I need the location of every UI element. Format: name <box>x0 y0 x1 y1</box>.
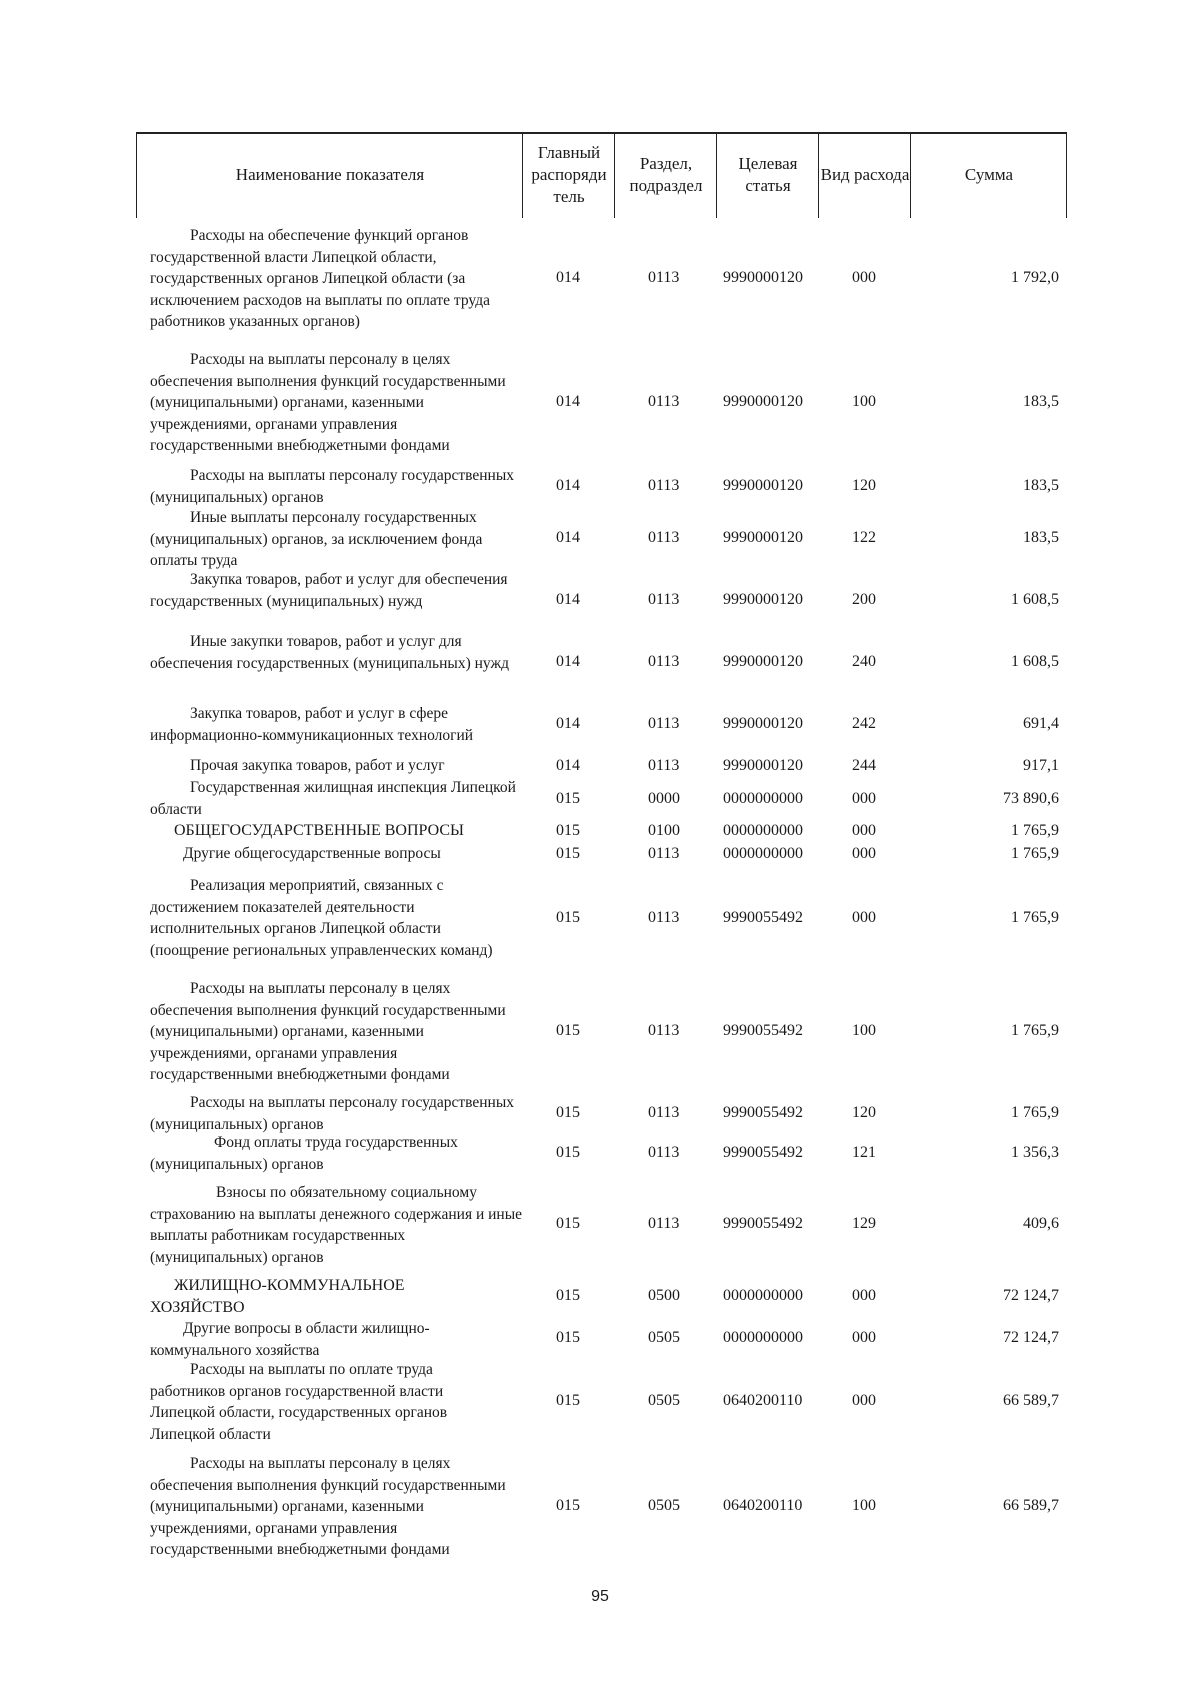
row-target-article: 0640200110 <box>723 1392 803 1409</box>
row-expense-type: 100 <box>852 393 876 410</box>
row-target-article: 9990000120 <box>723 591 803 608</box>
row-target-article: 0000000000 <box>723 1329 803 1346</box>
row-sum: 1 765,9 <box>1011 1022 1059 1039</box>
row-sum: 1 765,9 <box>1011 845 1059 862</box>
row-section: 0113 <box>648 591 680 608</box>
row-expense-type: 000 <box>852 1329 876 1346</box>
row-target-article: 9990000120 <box>723 715 803 732</box>
row-main-manager: 015 <box>556 1215 580 1232</box>
row-section: 0113 <box>648 477 680 494</box>
row-main-manager: 014 <box>556 715 580 732</box>
row-name: Расходы на выплаты персоналу государственных (муниципальных) органов <box>150 1094 514 1133</box>
row-section: 0113 <box>648 393 680 410</box>
row-section: 0100 <box>648 822 680 839</box>
row-expense-type: 000 <box>852 269 876 286</box>
row-sum: 72 124,7 <box>1003 1329 1059 1346</box>
row-expense-type: 000 <box>852 1287 876 1304</box>
header-divider <box>614 132 615 218</box>
header-name: Наименование показателя <box>235 165 425 184</box>
row-name: ЖИЛИЩНО-КОММУНАЛЬНОЕ ХОЗЯЙСТВО <box>150 1277 405 1316</box>
row-section: 0113 <box>648 1022 680 1039</box>
row-main-manager: 015 <box>556 822 580 839</box>
row-main-manager: 015 <box>556 1287 580 1304</box>
header-sum: Сумма <box>964 165 1014 184</box>
row-main-manager: 015 <box>556 1144 580 1161</box>
header-divider <box>818 132 819 218</box>
row-main-manager: 014 <box>556 529 580 546</box>
header-divider <box>136 132 137 218</box>
row-section: 0113 <box>648 529 680 546</box>
row-name: Расходы на выплаты персоналу в целях обеспечения выполнения функций государственными (муниципальными) органами, казенными учреждениями, органами управления государственными внебюджетными фондами <box>150 351 506 454</box>
row-name: Прочая закупка товаров, работ и услуг <box>190 757 445 774</box>
row-section: 0113 <box>648 1215 680 1232</box>
row-sum: 183,5 <box>1023 393 1059 410</box>
row-target-article: 0000000000 <box>723 822 803 839</box>
row-sum: 66 589,7 <box>1003 1497 1059 1514</box>
row-expense-type: 100 <box>852 1497 876 1514</box>
row-name: Иные закупки товаров, работ и услуг для обеспечения государственных (муниципальных) нужд <box>150 633 510 672</box>
row-main-manager: 015 <box>556 1104 580 1121</box>
row-section: 0113 <box>648 715 680 732</box>
row-target-article: 9990000120 <box>723 269 803 286</box>
row-section: 0113 <box>648 757 680 774</box>
row-name: Другие вопросы в области жилищно-коммунального хозяйства <box>150 1320 430 1359</box>
row-main-manager: 015 <box>556 1329 580 1346</box>
row-main-manager: 015 <box>556 845 580 862</box>
row-section: 0000 <box>648 790 680 807</box>
row-name: Расходы на выплаты персоналу в целях обеспечения выполнения функций государственными (муниципальными) органами, казенными учреждениями, органами управления государственными внебюджетными фондами <box>150 980 506 1083</box>
row-name: Расходы на выплаты по оплате труда работников органов государственной власти Липецкой области, государственных органов Липецкой области <box>150 1361 448 1443</box>
row-section: 0505 <box>648 1497 680 1514</box>
header-divider <box>910 132 911 218</box>
row-section: 0505 <box>648 1392 680 1409</box>
row-sum: 72 124,7 <box>1003 1287 1059 1304</box>
row-expense-type: 120 <box>852 1104 876 1121</box>
row-sum: 1 765,9 <box>1011 1104 1059 1121</box>
row-expense-type: 122 <box>852 529 876 546</box>
row-section: 0500 <box>648 1287 680 1304</box>
row-name: Расходы на выплаты персоналу государственных (муниципальных) органов <box>150 467 514 506</box>
row-section: 0505 <box>648 1329 680 1346</box>
row-target-article: 9990000120 <box>723 477 803 494</box>
row-sum: 73 890,6 <box>1003 790 1059 807</box>
row-target-article: 9990055492 <box>723 909 803 926</box>
row-main-manager: 014 <box>556 269 580 286</box>
row-sum: 409,6 <box>1023 1215 1059 1232</box>
row-name: Закупка товаров, работ и услуг в сфере информационно-коммуникационных технологий <box>150 705 474 744</box>
row-expense-type: 120 <box>852 477 876 494</box>
header-target-article: Целевая статья <box>738 154 798 195</box>
row-expense-type: 240 <box>852 653 876 670</box>
row-expense-type: 200 <box>852 591 876 608</box>
row-section: 0113 <box>648 653 680 670</box>
row-sum: 1 608,5 <box>1011 653 1059 670</box>
row-name: Расходы на обеспечение функций органов государственной власти Липецкой области, государственных органов Липецкой области (за исключением расходов на выплаты по оплате труда работников указанных органов) <box>150 227 490 330</box>
row-target-article: 0000000000 <box>723 845 803 862</box>
row-target-article: 9990055492 <box>723 1215 803 1232</box>
header-section: Раздел, подраздел <box>629 154 703 195</box>
row-section: 0113 <box>648 1104 680 1121</box>
row-sum: 1 792,0 <box>1011 269 1059 286</box>
row-main-manager: 015 <box>556 909 580 926</box>
row-expense-type: 000 <box>852 845 876 862</box>
row-main-manager: 014 <box>556 653 580 670</box>
row-main-manager: 015 <box>556 1392 580 1409</box>
header-divider <box>716 132 717 218</box>
row-target-article: 9990000120 <box>723 757 803 774</box>
row-expense-type: 242 <box>852 715 876 732</box>
row-expense-type: 244 <box>852 757 876 774</box>
row-expense-type: 129 <box>852 1215 876 1232</box>
row-expense-type: 000 <box>852 1392 876 1409</box>
row-sum: 1 765,9 <box>1011 822 1059 839</box>
row-name: Закупка товаров, работ и услуг для обеспечения государственных (муниципальных) нужд <box>150 571 508 610</box>
row-target-article: 0640200110 <box>723 1497 803 1514</box>
row-target-article: 9990055492 <box>723 1104 803 1121</box>
row-sum: 1 608,5 <box>1011 591 1059 608</box>
row-sum: 183,5 <box>1023 529 1059 546</box>
header-divider <box>522 132 523 218</box>
row-target-article: 9990000120 <box>723 393 803 410</box>
row-sum: 1 765,9 <box>1011 909 1059 926</box>
row-main-manager: 015 <box>556 790 580 807</box>
row-expense-type: 100 <box>852 1022 876 1039</box>
row-name: Фонд оплаты труда государственных (муниципальных) органов <box>150 1134 458 1173</box>
row-sum: 66 589,7 <box>1003 1392 1059 1409</box>
row-target-article: 9990055492 <box>723 1022 803 1039</box>
row-sum: 183,5 <box>1023 477 1059 494</box>
row-section: 0113 <box>648 845 680 862</box>
row-main-manager: 014 <box>556 757 580 774</box>
row-target-article: 9990000120 <box>723 653 803 670</box>
header-main-manager: Главный распоряди тель <box>531 143 607 206</box>
row-sum: 917,1 <box>1023 757 1059 774</box>
row-target-article: 9990000120 <box>723 529 803 546</box>
row-target-article: 0000000000 <box>723 1287 803 1304</box>
row-name: Расходы на выплаты персоналу в целях обеспечения выполнения функций государственными (муниципальными) органами, казенными учреждениями, органами управления государственными внебюджетными фондами <box>150 1455 506 1558</box>
row-main-manager: 014 <box>556 477 580 494</box>
row-main-manager: 015 <box>556 1022 580 1039</box>
row-target-article: 9990055492 <box>723 1144 803 1161</box>
row-name: Иные выплаты персоналу государственных (муниципальных) органов, за исключением фонда оплаты труда <box>150 509 483 569</box>
header-expense-type: Вид расхода <box>820 165 910 184</box>
row-main-manager: 015 <box>556 1497 580 1514</box>
row-section: 0113 <box>648 909 680 926</box>
row-name: Другие общегосударственные вопросы <box>183 845 441 862</box>
row-name: Реализация мероприятий, связанных с достижением показателей деятельности исполнительных органов Липецкой области (поощрение региональных управленческих команд) <box>150 877 493 959</box>
row-main-manager: 014 <box>556 393 580 410</box>
row-section: 0113 <box>648 269 680 286</box>
row-name: Взносы по обязательному социальному страхованию на выплаты денежного содержания и иные выплаты работникам государственных (муниципальных) органов <box>150 1184 522 1266</box>
page-number: 95 <box>591 1588 609 1605</box>
row-expense-type: 000 <box>852 909 876 926</box>
row-expense-type: 000 <box>852 822 876 839</box>
row-expense-type: 121 <box>852 1144 876 1161</box>
row-name: Государственная жилищная инспекция Липецкой области <box>150 779 516 818</box>
row-main-manager: 014 <box>556 591 580 608</box>
row-name: ОБЩЕГОСУДАРСТВЕННЫЕ ВОПРОСЫ <box>174 822 464 839</box>
header-divider <box>1066 132 1067 218</box>
row-sum: 691,4 <box>1023 715 1059 732</box>
row-expense-type: 000 <box>852 790 876 807</box>
row-target-article: 0000000000 <box>723 790 803 807</box>
row-sum: 1 356,3 <box>1011 1144 1059 1161</box>
row-section: 0113 <box>648 1144 680 1161</box>
